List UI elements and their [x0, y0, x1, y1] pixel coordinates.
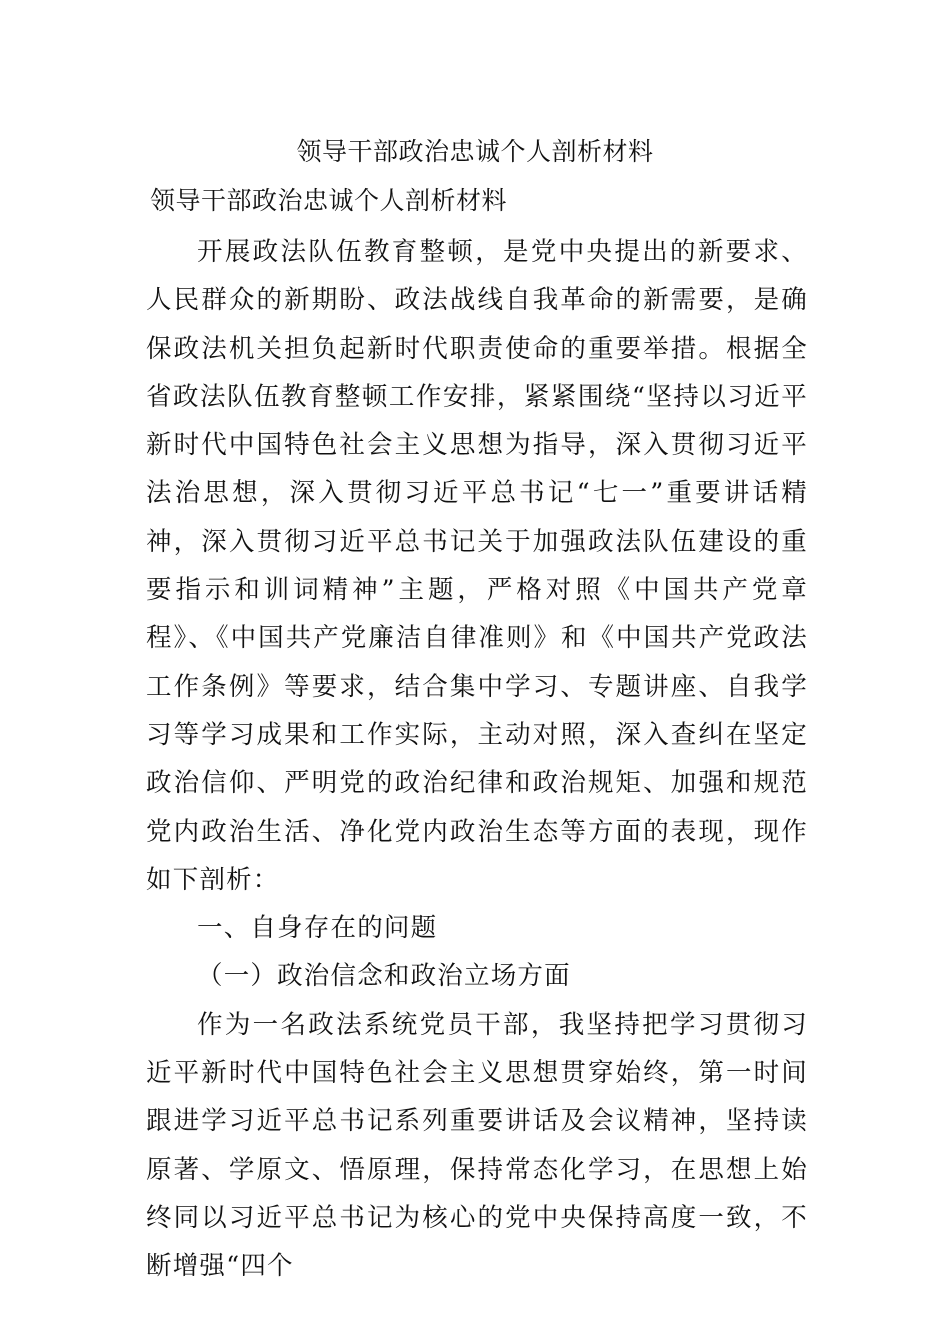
body-paragraph: 作为一名政法系统党员干部，我坚持把学习贯彻习近平新时代中国特色社会主义思想贯穿始终，第一时间跟进学习近平总书记系列重要讲话及会议精神，坚持读原著、学原文、悟原理，保持常态化学习，在思想上始终同以习近平总书记为核心的党中央保持高度一致，不断增强“四个	[146, 1009, 808, 1282]
document-body	[146, 228, 808, 1291]
intro-paragraph: 开展政法队伍教育整顿，是党中央提出的新要求、人民群众的新期盼、政法战线自我革命的新需要，是确保政法机关担负起新时代职责使命的重要举措。根据全省政法队伍教育整顿工作安排，紧紧围绕“坚持以习近平新时代中国特色社会主义思想为指导，深入贯彻习近平法治思想，深入贯彻习近平总书记“七一”重要讲话精神，深入贯彻习近平总书记关于加强政法队伍建设的重要指示和训词精神”主题，严格对照《中国共产党章程》、《中国共产党廉洁自律准则》和《中国共产党政法工作条例》等要求，结合集中学习、专题讲座、自我学习等学习成果和工作实际，主动对照，深入查纠在坚定政治信仰、严明党的政治纪律和政治规矩、加强和规范党内政治生活、净化党内政治生态等方面的表现，现作如下剖析：	[146, 237, 808, 895]
section-heading: 一、自身存在的问题	[197, 913, 438, 944]
document-title: 领导干部政治忠诚个人剖析材料	[296, 137, 654, 166]
subsection-heading: （一）政治信念和政治立场方面	[197, 961, 571, 992]
document-subtitle: 领导干部政治忠诚个人剖析材料	[150, 186, 508, 215]
